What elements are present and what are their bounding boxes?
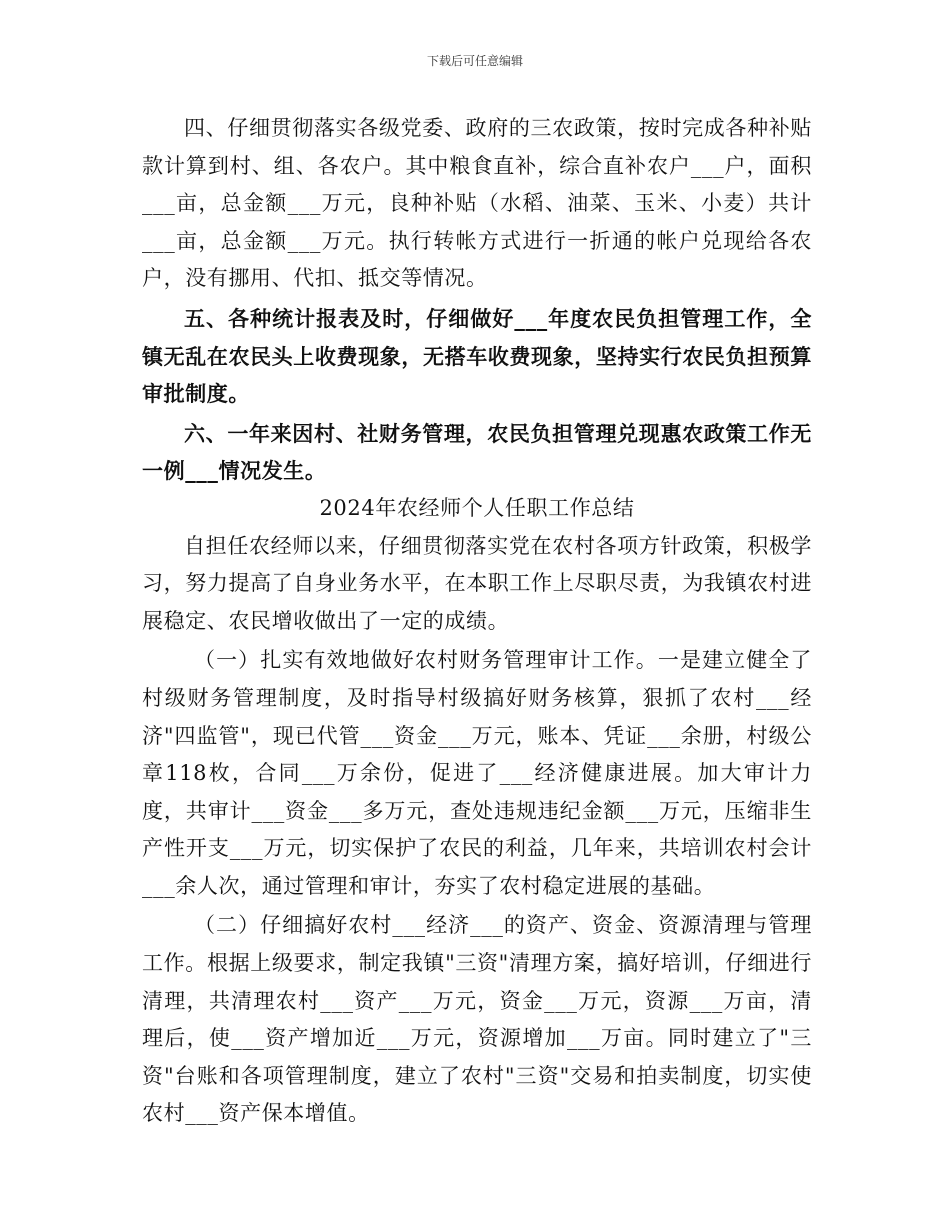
section-item-one: （一）扎实有效地做好农村财务管理审计工作。一是建立健全了村级财务管理制度，及时指导村级搞好财务核算，狠抓了农村___经济"四监管"，现已代管___资金___万元，账本、凭证___余册，村级公章118枚，合同___万余份，促进了___经济健康进展。加大审计力度，共审计___资金___多万元，查处违规违纪金额___万元，压缩非生产性开支___万元，切实保护了农民的利益，几年来，共培训农村会计___余人次，通过管理和审计，夯实了农村稳定进展的基础。 (142, 648, 812, 898)
paragraph-four: 四、仔细贯彻落实各级党委、政府的三农政策，按时完成各种补贴款计算到村、组、各农户。其中粮食直补，综合直补农户___户，面积___亩，总金额___万元，良种补贴（水稻、油菜、玉米、小麦）共计___亩，总金额___万元。执行转帐方式进行一折通的帐户兑现给各农户，没有挪用、代扣、抵交等情况。 (142, 116, 812, 291)
document-body (142, 110, 812, 1133)
section-title: 2024年农经师个人任职工作总结 (319, 495, 635, 520)
paragraph-six: 六、一年来因村、社财务管理，农民负担管理兑现惠农政策工作无一例___情况发生。 (142, 420, 812, 484)
section-intro: 自担任农经师以来，仔细贯彻落实党在农村各项方针政策，积极学习，努力提高了自身业务水平，在本职工作上尽职尽责，为我镇农村进展稳定、农民增收做出了一定的成绩。 (142, 533, 812, 633)
section-item-two: （二）仔细搞好农村___经济___的资产、资金、资源清理与管理工作。根据上级要求，制定我镇"三资"清理方案，搞好培训，仔细进行清理，共清理农村___资产___万元，资金___万元，资源___万亩，清理后，使___资产增加近___万元，资源增加___万亩。同时建立了"三资"台账和各项管理制度，建立了农村"三资"交易和拍卖制度，切实使农村___资产保本增值。 (142, 913, 812, 1126)
paragraph-five: 五、各种统计报表及时，仔细做好___年度农民负担管理工作，全镇无乱在农民头上收费现象，无搭车收费现象，坚持实行农民负担预算审批制度。 (142, 305, 812, 407)
page-header: 下载后可任意编辑 (426, 54, 523, 68)
